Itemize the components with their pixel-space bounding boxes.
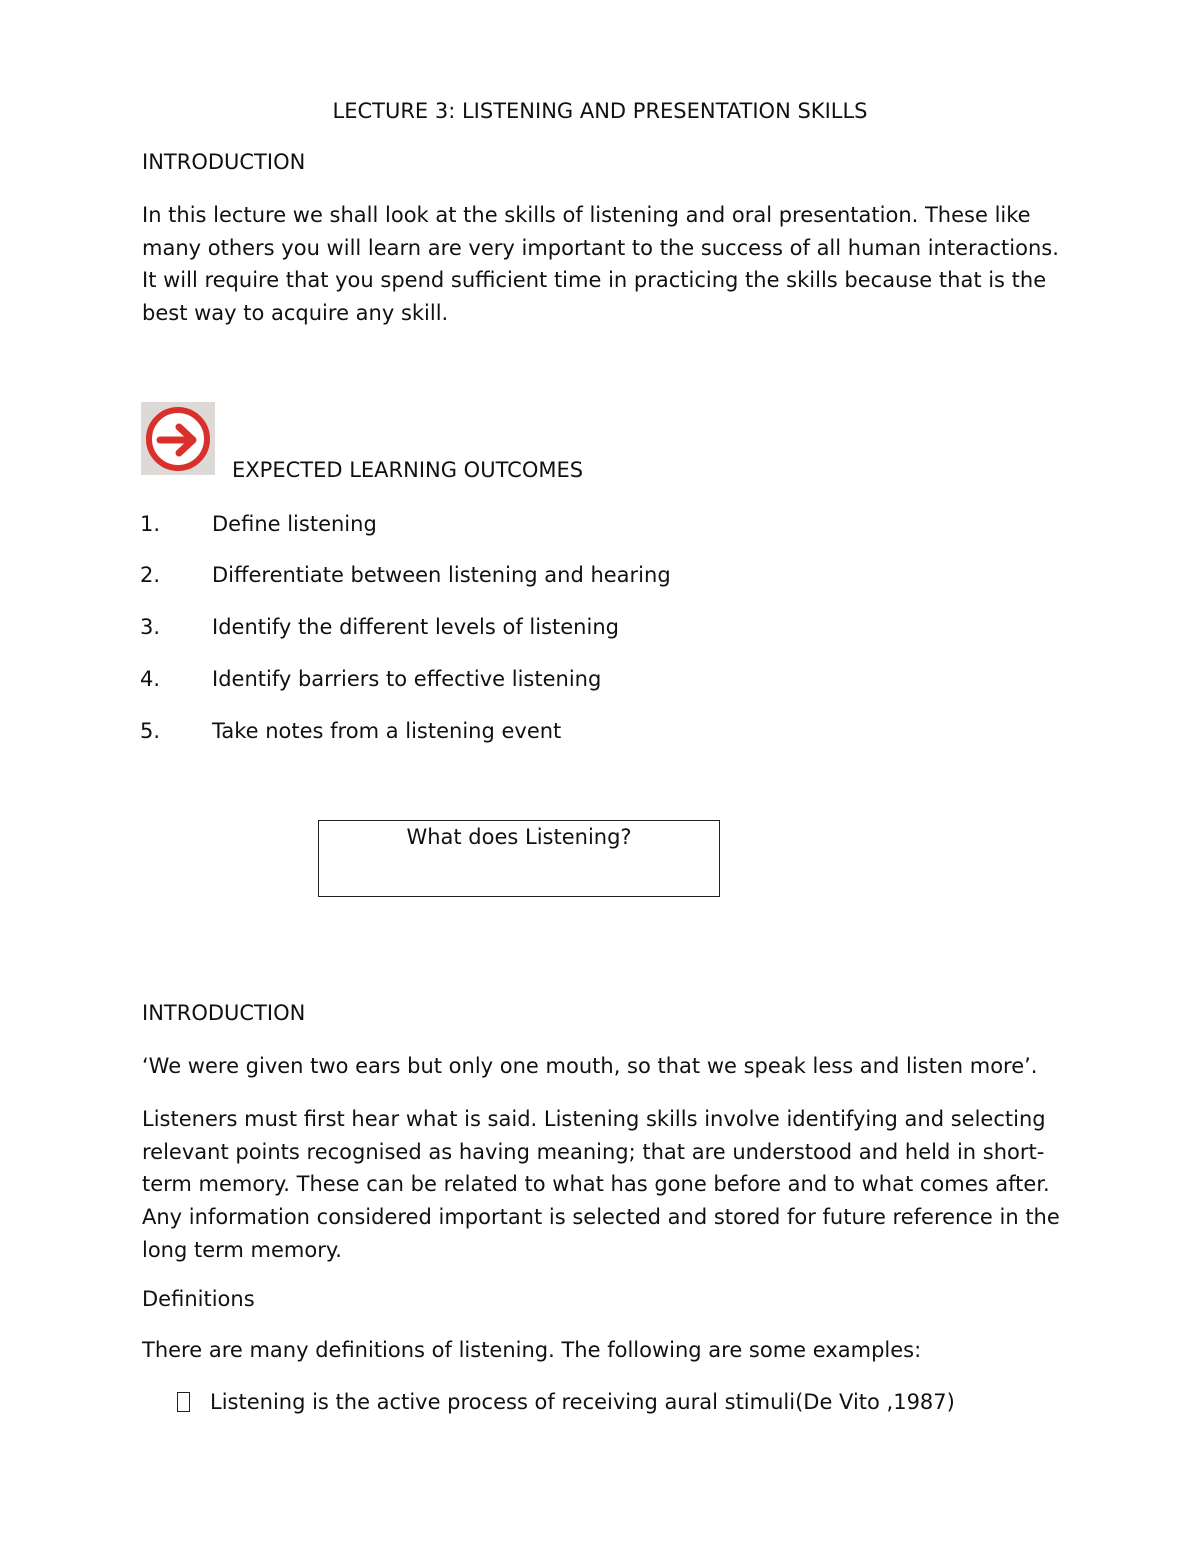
definition-item: Listening is the active process of receiving aural stimuli(De Vito ,1987) bbox=[210, 1390, 955, 1414]
list-item-number: 2. bbox=[140, 563, 161, 587]
definitions-intro: There are many definitions of listening. The following are some examples: bbox=[142, 1338, 922, 1362]
list-item bbox=[0, 563, 1200, 587]
list-item-text: Take notes from a listening event bbox=[212, 719, 562, 743]
list-item-text: Identify the different levels of listening bbox=[212, 615, 619, 639]
missing-glyph-bullet-icon bbox=[177, 1392, 190, 1412]
question-text-box bbox=[318, 820, 720, 897]
definitions-heading: Definitions bbox=[142, 1287, 255, 1311]
intro-paragraph: In this lecture we shall look at the skills of listening and oral presentation. These like many others you will learn are very important to the success of all human interactions. It will require that you spend sufficient time in practicing the skills because that is the best way to acquire any skill. bbox=[142, 203, 1059, 326]
listeners-paragraph: Listeners must first hear what is said. Listening skills involve identifying and selecting relevant points recognised as having meaning; that are understood and held in short-term memory. These can be related to what has gone before and to what comes after. Any information considered important is selected and stored for future reference in the long term memory. bbox=[142, 1107, 1060, 1262]
list-item-number: 4. bbox=[140, 667, 161, 691]
outcomes-heading: EXPECTED LEARNING OUTCOMES bbox=[232, 458, 584, 482]
quote-text: ‘We were given two ears but only one mouth, so that we speak less and listen more’. bbox=[142, 1054, 1038, 1078]
question-text: What does Listening? bbox=[406, 825, 632, 849]
list-item-number: 3. bbox=[140, 615, 161, 639]
list-item bbox=[0, 512, 1200, 536]
list-item bbox=[0, 719, 1200, 743]
right-arrow-circle-icon bbox=[141, 402, 215, 475]
page-title: LECTURE 3: LISTENING AND PRESENTATION SKILLS bbox=[332, 99, 868, 123]
list-item-number: 1. bbox=[140, 512, 161, 536]
list-item-text: Differentiate between listening and hearing bbox=[212, 563, 671, 587]
list-item bbox=[0, 615, 1200, 639]
list-item-number: 5. bbox=[140, 719, 161, 743]
introduction-heading: INTRODUCTION bbox=[142, 150, 306, 174]
list-item-text: Identify barriers to effective listening bbox=[212, 667, 602, 691]
list-item-text: Define listening bbox=[212, 512, 377, 536]
introduction-heading-2: INTRODUCTION bbox=[142, 1001, 306, 1025]
list-item bbox=[0, 667, 1200, 691]
